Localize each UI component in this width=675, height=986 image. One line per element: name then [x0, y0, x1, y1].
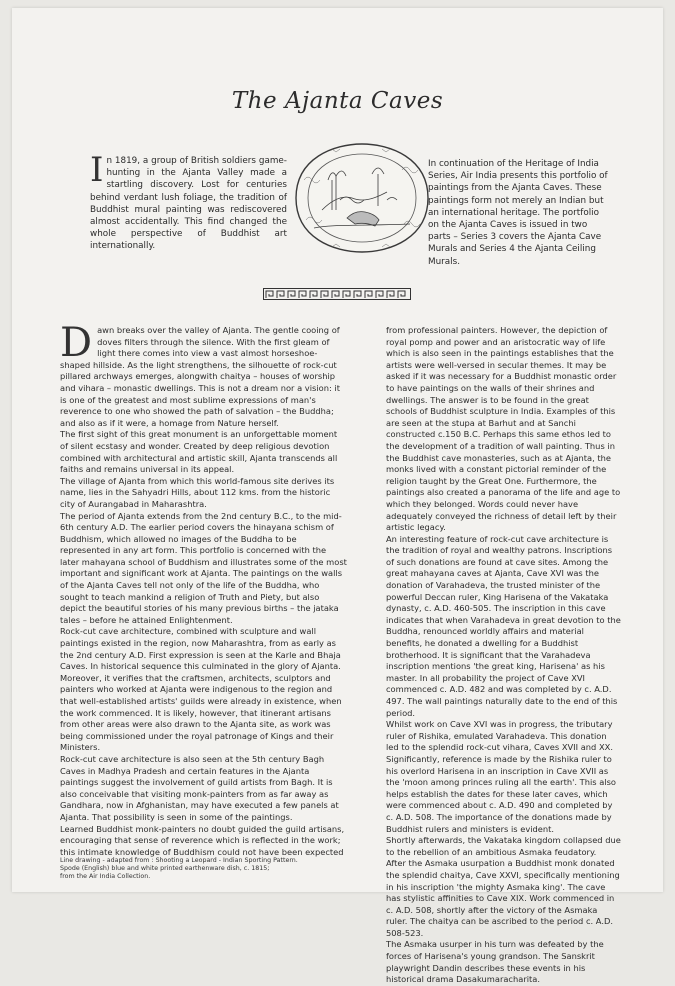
body-left-paragraph-4: The period of Ajanta extends from the 2nd century B.C., to the mid-6th century A.D. The earlier period covers the hinayana schism of Buddhism, which allowed no images of the Buddha to be represented in any art form. This portfolio is concerned with the later mahayana school of Buddhism and illustrates some of the most important and significant work at Ajanta. The paintings on the walls of the Ajanta Caves tell not only of the life of the Buddha, who sought to teach mankind a religion of Truth and Piety, but also depict the beautiful stories of his many previous births – the jataka tales – before he attained Enlightenment. — [60, 510, 347, 625]
body-left-paragraph-2: The first sight of this great monument is an unforgettable moment of silent ecstasy and wonder. Created by deep religious devotion combined with architectural and artistic skill, Ajanta transcends all faiths and remains universal in its appeal. — [60, 429, 338, 475]
page-title: The Ajanta Caves — [231, 88, 444, 114]
body-right-paragraph-3: Whilst work on Cave XVI was in progress, the tributary ruler of Rishika, emulated Varahadeva. This donation led to the splendid rock-cut vihara, Caves XVII and XX. Significantly, reference is made by the Rishika ruler to his overlord Harisena in an inscription in Cave XVII as the 'moon among princes ruling all the earth'. This also helps establish the dates for these later caves, which were commenced about c. A.D. 490 and completed by c. A.D. 508. The importance of the donations made by Buddhist rulers and ministers is evident. — [386, 719, 617, 834]
body-left-paragraph-5: Rock-cut cave architecture, combined with sculpture and wall paintings existed in the region, now Maharashtra, from as early as the 2nd century A.D. First expression is seen at the Karle and Bhaja Caves. In historical sequence this culminated in the glory of Ajanta. Moreover, it verifies that the craftsmen, architects, sculptors and painters who worked at Ajanta were indigenous to the region and that well-established artists' guilds were already in existence, when the work commenced. It is likely, however, that itinerant artisans from other areas were also drawn to the Ajanta site, as work was being commissioned under the royal patronage of Kings and their Ministers. — [60, 626, 342, 753]
body-left-paragraph-3: The village of Ajanta from which this world-famous site derives its name, lies in the Sahyadri Hills, about 112 kms. from the historic city of Aurangabad in Maharashtra. — [60, 475, 335, 509]
credit-line-3: from the Air India Collection. — [60, 873, 151, 881]
intro-dropcap: I — [90, 150, 104, 190]
greek-key-divider — [263, 288, 411, 300]
body-dropcap: D — [60, 320, 93, 366]
body-left-paragraph-6: Rock-cut cave architecture is also seen at the 5th century Bagh Caves in Madhya Pradesh and certain features in the Ajanta paintings suggest the involvement of guild artists from Bagh. It is also conceivable that visiting monk-painters from as far away as Gandhara, now in Afghanistan, may have executed a few panels at Ajanta. That possibility is seen in some of the paintings. — [60, 753, 339, 822]
body-column-left — [60, 320, 347, 858]
plate-illustration — [292, 140, 432, 256]
credit-line-1: Line drawing - adapted from : Shooting a Leopard - Indian Sporting Pattern. — [60, 857, 298, 864]
body-right-paragraph-4: Shortly afterwards, the Vakataka kingdom collapsed due to the rebellion of an ambitious Asmaka feudatory. — [386, 835, 621, 857]
illustration-credit — [60, 857, 360, 882]
intro-left-text — [90, 150, 287, 253]
body-right-paragraph-6: The Asmaka usurper in his turn was defeated by the forces of Harisena's young grandson. The Sanskrit playwright Dandin describes these events in his historical drama Dasakumaracharita. — [386, 939, 604, 985]
body-right-paragraph-2: An interesting feature of rock-cut cave architecture is the tradition of royal and wealthy patrons. Inscriptions of such donations are found at cave sites. Among the great mahayana caves at Ajanta, Cave XVI was the donation of Varahadeva, the trusted minister of the powerful Deccan ruler, King Harisena of the Vakataka dynasty, c. A.D. 460-505. The inscription in this cave indicates that when Varahadeva in great devotion to the Buddha, renounced worldly affairs and material benefits, he donated a dwelling for a Buddhist brotherhood. It is significant that the Varahadeva inscription mentions 'the great king, Harisena' as his master. In all probability the project of Cave XVI commenced c. A.D. 482 and was completed by c. A.D. 497. The wall paintings naturally date to the end of this period. — [386, 533, 621, 718]
body-left-paragraph-7: Learned Buddhist monk-painters no doubt guided the guild artisans, encouraging that sense of reverence which is reflected in the work; this intimate knowledge of Buddhism could not have been expected — [60, 823, 345, 857]
credit-line-2: Spode (English) blue and white printed earthenware dish, c. 1815; — [60, 865, 270, 873]
body-column-right — [386, 325, 621, 986]
intro-left-body: n 1819, a group of British soldiers game-hunting in the Ajanta Valley made a startling discovery. Lost for centuries behind verdant lush foliage, the tradition of Buddhist mural painting was rediscovered almost accidentally. This find changed the whole perspective of Buddhist art internationally. — [90, 156, 287, 252]
body-left-paragraph-1: awn breaks over the valley of Ajanta. The gentle cooing of doves filters through the silence. With the first gleam of light there comes into view a vast almost horseshoe-shaped hillside. As the light strengthens, the silhouette of rock-cut pillared archways emerges, alongwith chaitya – houses of worship and vihara – monastic dwellings. This is not a dream nor a vision: it is one of the greatest and most sublime expressions of man's reverence to one who showed the path of salvation – the Buddha; and also as if it were, a homage from Nature herself. — [60, 325, 340, 428]
body-right-paragraph-1: from professional painters. However, the depiction of royal pomp and power and an aristocratic way of life which is also seen in the paintings establishes that the artists were well-versed in secular themes. It may be asked if it was necessary for a Buddhist monastic order to have paintings on the walls of their shrines and dwellings. The answer is to be found in the great schools of Buddhist sculpture in India. Examples of this are seen at the stupa at Barhut and at Sanchi constructed c.150 B.C. Perhaps this same ethos led to the development of a tradition of wall painting. Thus in the Buddhist cave monasteries, such as at Ajanta, the monks lived with a constant pictorial reminder of the religion taught by the Great One. Furthermore, the paintings also created a panorama of the life and age to which they belonged. Words could never have adequately conveyed the richness of detail left by their artistic legacy. — [386, 325, 621, 533]
intro-right-text: In continuation of the Heritage of India Series, Air India presents this portfolio of paintings from the Ajanta Caves. These paintings form not merely an Indian but an international heritage. The portfolio on the Ajanta Caves is issued in two parts – Series 3 covers the Ajanta Cave Murals and Series 4 the Ajanta Ceiling Murals. — [428, 159, 608, 267]
body-right-paragraph-5: After the Asmaka usurpation a Buddhist monk donated the splendid chaitya, Cave XXVI, specifically mentioning in his inscription 'the mighty Asmaka king'. The cave has stylistic affinities to Cave XIX. Work commenced in c. A.D. 508, shortly after the victory of the Asmaka ruler. The chaitya can be ascribed to the period c. A.D. 508-523. — [386, 858, 620, 938]
